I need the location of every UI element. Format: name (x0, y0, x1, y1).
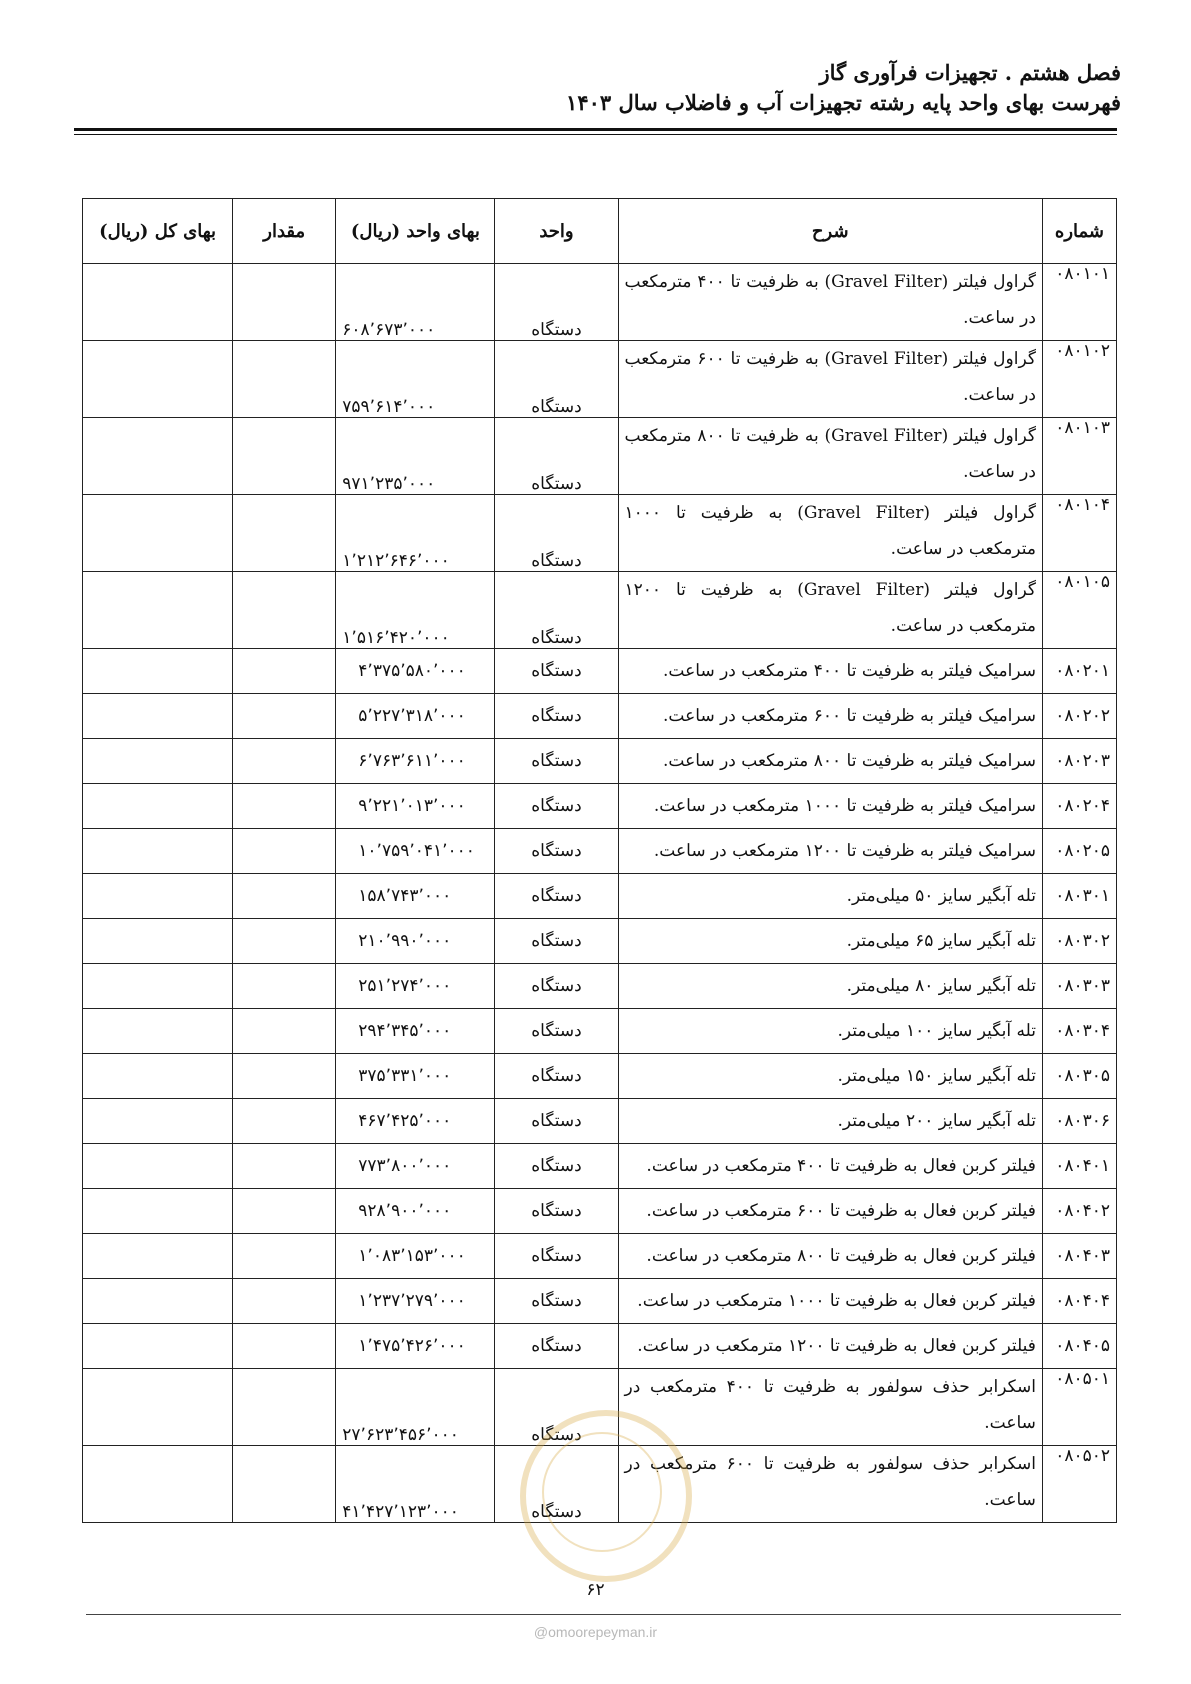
cell-unit: دستگاه (495, 1189, 618, 1234)
cell-description: سرامیک فیلتر به ظرفیت تا ۱۲۰۰ مترمکعب در ساعت. (618, 829, 1042, 874)
cell-unit: دستگاه (495, 495, 618, 572)
table-row (83, 1144, 1117, 1189)
cell-unit: دستگاه (495, 1144, 618, 1189)
table-row (83, 1324, 1117, 1369)
cell-unit-price: ۱٬۲۱۲٬۶۴۶٬۰۰۰ (336, 495, 495, 572)
table-row (83, 264, 1117, 341)
cell-unit-price: ۴۱٬۴۲۷٬۱۲۳٬۰۰۰ (336, 1446, 495, 1523)
column-header-unit: واحد (495, 199, 618, 264)
table-row (83, 874, 1117, 919)
cell-unit: دستگاه (495, 1446, 618, 1523)
table-row (83, 829, 1117, 874)
cell-unit-price: ۴۶۷٬۴۲۵٬۰۰۰ (336, 1099, 495, 1144)
cell-total-price (83, 1234, 233, 1279)
cell-total-price (83, 739, 233, 784)
table-row (83, 964, 1117, 1009)
cell-quantity (233, 1099, 336, 1144)
cell-description: گراول فیلتر (Gravel Filter) به ظرفیت تا ۱۰۰۰ مترمکعب در ساعت. (618, 495, 1042, 572)
cell-unit-price: ۲۹۴٬۳۴۵٬۰۰۰ (336, 1009, 495, 1054)
cell-unit: دستگاه (495, 1009, 618, 1054)
cell-number: ۰۸۰۴۰۴ (1042, 1279, 1116, 1324)
cell-description: تله آبگیر سایز ۵۰ میلی‌متر. (618, 874, 1042, 919)
cell-description: فیلتر کربن فعال به ظرفیت تا ۱۰۰۰ مترمکعب در ساعت. (618, 1279, 1042, 1324)
cell-total-price (83, 1054, 233, 1099)
cell-description: سرامیک فیلتر به ظرفیت تا ۶۰۰ مترمکعب در ساعت. (618, 694, 1042, 739)
cell-quantity (233, 1189, 336, 1234)
cell-unit-price: ۴٬۳۷۵٬۵۸۰٬۰۰۰ (336, 649, 495, 694)
cell-description: فیلتر کربن فعال به ظرفیت تا ۱۲۰۰ مترمکعب در ساعت. (618, 1324, 1042, 1369)
cell-quantity (233, 784, 336, 829)
watermark-seal (520, 1410, 692, 1582)
cell-unit: دستگاه (495, 264, 618, 341)
cell-unit: دستگاه (495, 964, 618, 1009)
cell-number: ۰۸۰۲۰۱ (1042, 649, 1116, 694)
cell-description: فیلتر کربن فعال به ظرفیت تا ۴۰۰ مترمکعب در ساعت. (618, 1144, 1042, 1189)
cell-unit-price: ۱٬۰۸۳٬۱۵۳٬۰۰۰ (336, 1234, 495, 1279)
cell-quantity (233, 739, 336, 784)
header-rule-thin (74, 134, 1117, 135)
cell-description: فیلتر کربن فعال به ظرفیت تا ۶۰۰ مترمکعب در ساعت. (618, 1189, 1042, 1234)
column-header-total-price: بهای کل (ریال) (83, 199, 233, 264)
table-row (83, 1009, 1117, 1054)
table-row (83, 649, 1117, 694)
cell-total-price (83, 341, 233, 418)
cell-description: تله آبگیر سایز ۶۵ میلی‌متر. (618, 919, 1042, 964)
cell-number: ۰۸۰۲۰۲ (1042, 694, 1116, 739)
cell-total-price (83, 1279, 233, 1324)
cell-number: ۰۸۰۵۰۲ (1042, 1446, 1116, 1523)
cell-unit-price: ۱٬۲۳۷٬۲۷۹٬۰۰۰ (336, 1279, 495, 1324)
cell-description: گراول فیلتر (Gravel Filter) به ظرفیت تا ۱۲۰۰ مترمکعب در ساعت. (618, 572, 1042, 649)
cell-total-price (83, 694, 233, 739)
cell-description: گراول فیلتر (Gravel Filter) به ظرفیت تا ۸۰۰ مترمکعب در ساعت. (618, 418, 1042, 495)
cell-unit-price: ۲۵۱٬۲۷۴٬۰۰۰ (336, 964, 495, 1009)
column-header-unit-price: بهای واحد (ریال) (336, 199, 495, 264)
cell-number: ۰۸۰۱۰۱ (1042, 264, 1116, 341)
table-row (83, 1054, 1117, 1099)
cell-unit: دستگاه (495, 1234, 618, 1279)
cell-description: اسکرابر حذف سولفور به ظرفیت تا ۶۰۰ مترمکعب در ساعت. (618, 1446, 1042, 1523)
cell-description: تله آبگیر سایز ۲۰۰ میلی‌متر. (618, 1099, 1042, 1144)
table-row (83, 1279, 1117, 1324)
cell-total-price (83, 264, 233, 341)
cell-quantity (233, 418, 336, 495)
cell-unit-price: ۳۷۵٬۳۳۱٬۰۰۰ (336, 1054, 495, 1099)
header-rule-thick (74, 128, 1117, 131)
cell-unit: دستگاه (495, 572, 618, 649)
table-row (83, 418, 1117, 495)
cell-quantity (233, 1446, 336, 1523)
cell-total-price (83, 1099, 233, 1144)
table-row (83, 495, 1117, 572)
column-header-description: شرح (618, 199, 1042, 264)
cell-total-price (83, 1144, 233, 1189)
cell-unit: دستگاه (495, 784, 618, 829)
cell-number: ۰۸۰۳۰۶ (1042, 1099, 1116, 1144)
cell-total-price (83, 784, 233, 829)
cell-unit-price: ۶۰۸٬۶۷۳٬۰۰۰ (336, 264, 495, 341)
chapter-title: فصل هشتم . تجهیزات فرآوری گاز (819, 60, 1121, 85)
cell-unit-price: ۱٬۵۱۶٬۴۲۰٬۰۰۰ (336, 572, 495, 649)
cell-unit: دستگاه (495, 418, 618, 495)
table-row (83, 694, 1117, 739)
cell-unit-price: ۱٬۴۷۵٬۴۲۶٬۰۰۰ (336, 1324, 495, 1369)
cell-description: گراول فیلتر (Gravel Filter) به ظرفیت تا ۴۰۰ مترمکعب در ساعت. (618, 264, 1042, 341)
cell-number: ۰۸۰۴۰۳ (1042, 1234, 1116, 1279)
cell-description: تله آبگیر سایز ۸۰ میلی‌متر. (618, 964, 1042, 1009)
cell-total-price (83, 874, 233, 919)
table-row (83, 1189, 1117, 1234)
cell-number: ۰۸۰۵۰۱ (1042, 1369, 1116, 1446)
cell-unit: دستگاه (495, 341, 618, 418)
cell-quantity (233, 1324, 336, 1369)
cell-description: تله آبگیر سایز ۱۰۰ میلی‌متر. (618, 1009, 1042, 1054)
cell-number: ۰۸۰۳۰۴ (1042, 1009, 1116, 1054)
cell-unit: دستگاه (495, 739, 618, 784)
cell-quantity (233, 572, 336, 649)
cell-description: فیلتر کربن فعال به ظرفیت تا ۸۰۰ مترمکعب در ساعت. (618, 1234, 1042, 1279)
footer-rule (86, 1614, 1121, 1615)
cell-quantity (233, 495, 336, 572)
table-row (83, 341, 1117, 418)
cell-total-price (83, 649, 233, 694)
cell-number: ۰۸۰۴۰۵ (1042, 1324, 1116, 1369)
cell-total-price (83, 1189, 233, 1234)
cell-quantity (233, 1234, 336, 1279)
cell-description: سرامیک فیلتر به ظرفیت تا ۱۰۰۰ مترمکعب در ساعت. (618, 784, 1042, 829)
cell-unit: دستگاه (495, 649, 618, 694)
cell-description: تله آبگیر سایز ۱۵۰ میلی‌متر. (618, 1054, 1042, 1099)
cell-total-price (83, 1009, 233, 1054)
cell-quantity (233, 1054, 336, 1099)
cell-number: ۰۸۰۱۰۴ (1042, 495, 1116, 572)
cell-unit: دستگاه (495, 1324, 618, 1369)
table-row (83, 572, 1117, 649)
cell-description: سرامیک فیلتر به ظرفیت تا ۸۰۰ مترمکعب در ساعت. (618, 739, 1042, 784)
cell-total-price (83, 919, 233, 964)
cell-unit-price: ۱۵۸٬۷۴۳٬۰۰۰ (336, 874, 495, 919)
cell-quantity (233, 1369, 336, 1446)
cell-total-price (83, 572, 233, 649)
table-row (83, 919, 1117, 964)
page-header (70, 58, 1121, 118)
table-row (83, 739, 1117, 784)
cell-unit: دستگاه (495, 1279, 618, 1324)
cell-unit-price: ۵٬۲۲۷٬۳۱۸٬۰۰۰ (336, 694, 495, 739)
cell-number: ۰۸۰۱۰۵ (1042, 572, 1116, 649)
cell-number: ۰۸۰۴۰۱ (1042, 1144, 1116, 1189)
cell-unit-price: ۷۷۳٬۸۰۰٬۰۰۰ (336, 1144, 495, 1189)
column-header-number: شماره (1042, 199, 1116, 264)
cell-total-price (83, 495, 233, 572)
cell-quantity (233, 964, 336, 1009)
cell-quantity (233, 1144, 336, 1189)
table-body (83, 264, 1117, 1523)
price-list-table (82, 198, 1117, 1523)
cell-number: ۰۸۰۳۰۵ (1042, 1054, 1116, 1099)
cell-unit-price: ۶٬۷۶۳٬۶۱۱٬۰۰۰ (336, 739, 495, 784)
cell-total-price (83, 1446, 233, 1523)
cell-quantity (233, 694, 336, 739)
table-row (83, 1099, 1117, 1144)
cell-description: اسکرابر حذف سولفور به ظرفیت تا ۴۰۰ مترمکعب در ساعت. (618, 1369, 1042, 1446)
cell-total-price (83, 829, 233, 874)
cell-number: ۰۸۰۳۰۳ (1042, 964, 1116, 1009)
table-header-row (83, 199, 1117, 264)
cell-number: ۰۸۰۳۰۱ (1042, 874, 1116, 919)
cell-total-price (83, 418, 233, 495)
cell-quantity (233, 874, 336, 919)
cell-unit: دستگاه (495, 829, 618, 874)
cell-description: گراول فیلتر (Gravel Filter) به ظرفیت تا ۶۰۰ مترمکعب در ساعت. (618, 341, 1042, 418)
cell-unit: دستگاه (495, 1099, 618, 1144)
cell-quantity (233, 829, 336, 874)
cell-quantity (233, 1279, 336, 1324)
column-header-quantity: مقدار (233, 199, 336, 264)
cell-unit: دستگاه (495, 694, 618, 739)
cell-unit-price: ۹۷۱٬۲۳۵٬۰۰۰ (336, 418, 495, 495)
website-watermark: @omoorepeyman.ir (533, 1624, 658, 1640)
cell-unit-price: ۷۵۹٬۶۱۴٬۰۰۰ (336, 341, 495, 418)
cell-unit-price: ۱۰٬۷۵۹٬۰۴۱٬۰۰۰ (336, 829, 495, 874)
cell-number: ۰۸۰۱۰۲ (1042, 341, 1116, 418)
cell-unit-price: ۹۲۸٬۹۰۰٬۰۰۰ (336, 1189, 495, 1234)
cell-number: ۰۸۰۳۰۲ (1042, 919, 1116, 964)
cell-total-price (83, 1369, 233, 1446)
cell-quantity (233, 341, 336, 418)
cell-unit: دستگاه (495, 919, 618, 964)
table-row (83, 1234, 1117, 1279)
cell-number: ۰۸۰۲۰۴ (1042, 784, 1116, 829)
cell-quantity (233, 649, 336, 694)
cell-unit: دستگاه (495, 1054, 618, 1099)
cell-number: ۰۸۰۴۰۲ (1042, 1189, 1116, 1234)
cell-number: ۰۸۰۱۰۳ (1042, 418, 1116, 495)
cell-unit-price: ۲۱۰٬۹۹۰٬۰۰۰ (336, 919, 495, 964)
cell-unit: دستگاه (495, 1369, 618, 1446)
table-row (83, 784, 1117, 829)
document-subtitle: فهرست بهای واحد پایه رشته تجهیزات آب و فاضلاب سال ۱۴۰۳ (566, 90, 1121, 115)
cell-quantity (233, 919, 336, 964)
cell-total-price (83, 964, 233, 1009)
cell-number: ۰۸۰۲۰۵ (1042, 829, 1116, 874)
cell-number: ۰۸۰۲۰۳ (1042, 739, 1116, 784)
cell-description: سرامیک فیلتر به ظرفیت تا ۴۰۰ مترمکعب در ساعت. (618, 649, 1042, 694)
cell-unit-price: ۹٬۲۲۱٬۰۱۳٬۰۰۰ (336, 784, 495, 829)
cell-unit-price: ۲۷٬۶۲۳٬۴۵۶٬۰۰۰ (336, 1369, 495, 1446)
cell-quantity (233, 264, 336, 341)
cell-total-price (83, 1324, 233, 1369)
cell-quantity (233, 1009, 336, 1054)
cell-unit: دستگاه (495, 874, 618, 919)
page-number: ۶۲ (586, 1580, 605, 1600)
